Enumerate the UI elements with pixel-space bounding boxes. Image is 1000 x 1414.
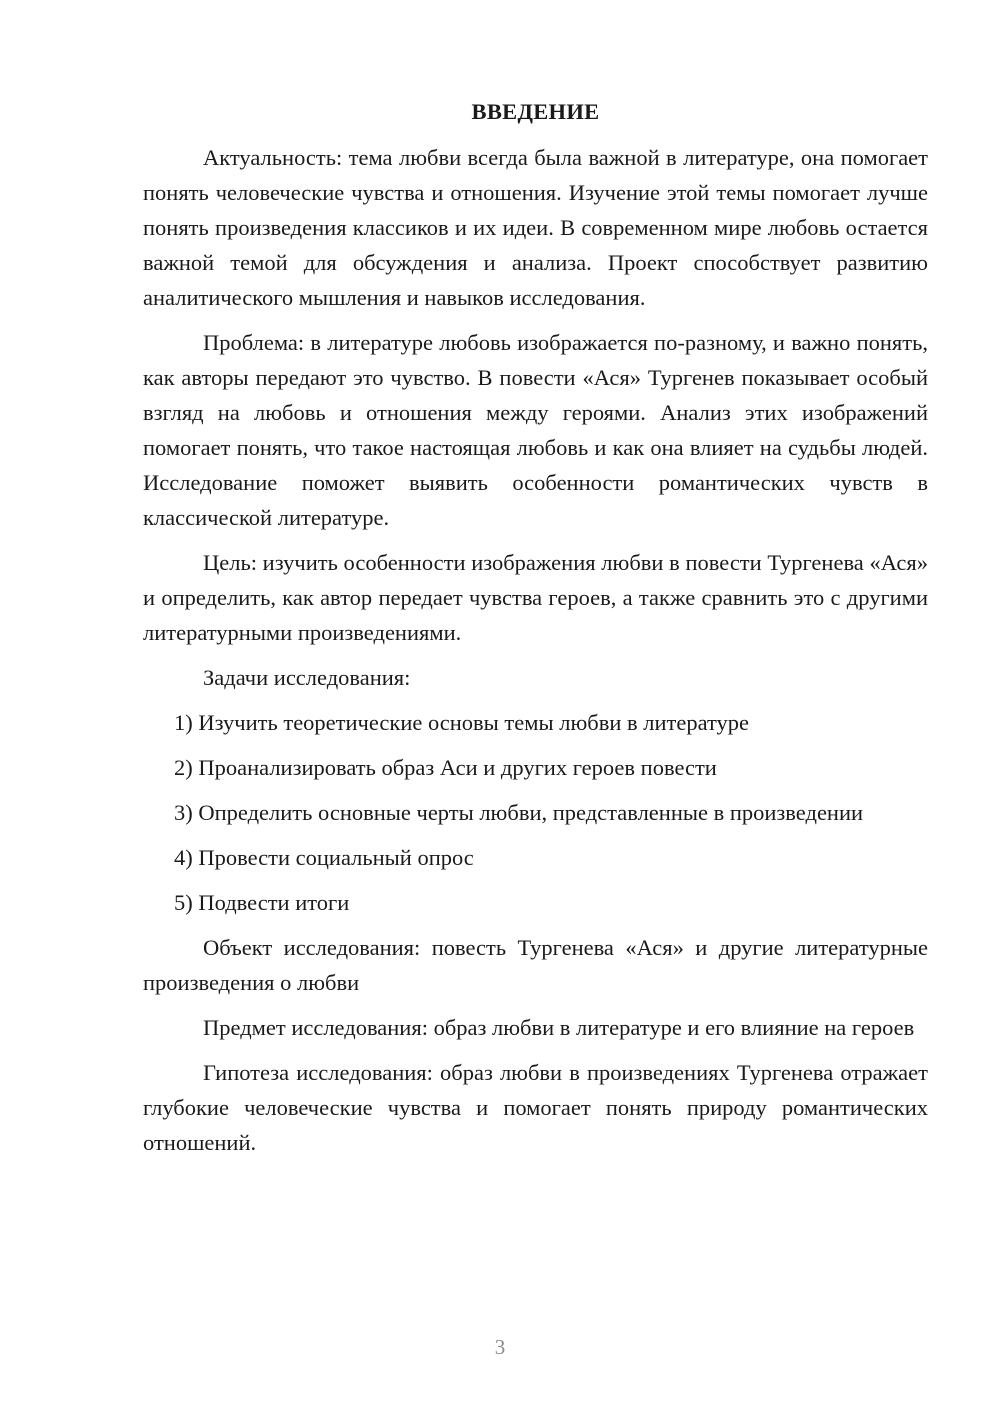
task-item: 3) Определить основные черты любви, представленные в произведении xyxy=(174,800,864,825)
document-page xyxy=(143,94,928,1170)
task-item: 4) Провести социальный опрос xyxy=(174,845,474,870)
task-item: 1) Изучить теоретические основы темы любви в литературе xyxy=(174,710,750,735)
task-item: 5) Подвести итоги xyxy=(174,890,350,915)
tasks-heading: Задачи исследования: xyxy=(203,665,411,690)
goal-paragraph: Цель: изучить особенности изображения любви в повести Тургенева «Ася» и определить, как автор передает чувства героев, а также сравнить это с другими литературными произведениями. xyxy=(143,550,928,645)
page-title: ВВЕДЕНИЕ xyxy=(471,99,600,124)
page-number: 3 xyxy=(494,1335,506,1359)
subject-paragraph: Предмет исследования: образ любви в литературе и его влияние на героев xyxy=(203,1015,915,1040)
relevance-paragraph: Актуальность: тема любви всегда была важной в литературе, она помогает понять человеческие чувства и отношения. Изучение этой темы помогает лучше понять произведения классиков и их идеи. В современном мире любовь остается важной темой для обсуждения и анализа. Проект способствует развитию аналитического мышления и навыков исследования. xyxy=(143,145,928,310)
object-paragraph: Объект исследования: повесть Тургенева «Ася» и другие литературные произведения о любви xyxy=(143,935,928,995)
problem-paragraph: Проблема: в литературе любовь изображается по-разному, и важно понять, как авторы передают это чувство. В повести «Ася» Тургенев показывает особый взгляд на любовь и отношения между героями. Анализ этих изображений помогает понять, что такое настоящая любовь и как она влияет на судьбы людей. Исследование поможет выявить особенности романтических чувств в классической литературе. xyxy=(143,330,928,530)
task-item: 2) Проанализировать образ Аси и других героев повести xyxy=(174,755,717,780)
hypothesis-paragraph: Гипотеза исследования: образ любви в произведениях Тургенева отражает глубокие человеческие чувства и помогает понять природу романтических отношений. xyxy=(143,1060,928,1155)
